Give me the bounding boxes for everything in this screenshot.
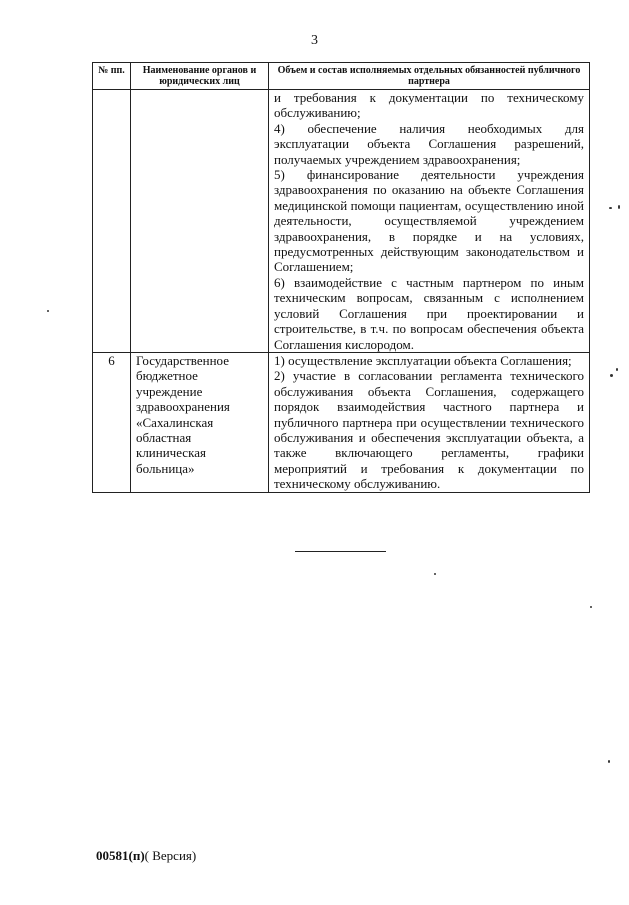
table-header-row [93, 63, 590, 90]
scan-speck [590, 606, 592, 608]
scan-speck [616, 368, 618, 371]
obligations-table [92, 62, 590, 493]
row-number [93, 90, 131, 353]
page-number: 3 [311, 33, 318, 48]
table-row [93, 90, 590, 353]
section-divider [295, 551, 386, 552]
scan-speck [618, 205, 620, 209]
row-duties [269, 90, 590, 353]
duty-paragraph: 4) обеспечение наличия необходимых для эксплуатации объекта Соглашения разрешений, получаемых учреждением здравоохранения; [274, 120, 584, 167]
header-organization: Наименование органов и юридических лиц [131, 63, 269, 90]
duty-paragraph: 2) участие в согласовании регламента технического обслуживания объекта Соглашения, содержащего порядок взаимодействия частного партнера и публичного партнера при осуществлении технического обслуживания и обеспечения эксплуатации объекта, а также включающего регламенты, графики мероприятий и требования к документации по техническому обслуживанию. [274, 368, 584, 492]
row-number: 6 [93, 352, 131, 492]
row-organization: Государственное бюджетное учреждение здравоохранения «Сахалинская областная клиническая больница» [131, 352, 269, 492]
table-row [93, 352, 590, 492]
scan-speck [47, 310, 49, 312]
row-organization [131, 90, 269, 353]
document-code-number: 00581(п) [96, 848, 145, 863]
scan-speck [609, 207, 612, 209]
duty-paragraph: и требования к документации по техническому обслуживанию; [274, 90, 584, 121]
header-duties: Объем и состав исполняемых отдельных обязанностей публичного партнера [269, 63, 590, 90]
document-code-version: ( Версия) [144, 848, 197, 863]
scan-speck [608, 760, 610, 763]
row-duties [269, 352, 590, 492]
scan-speck [610, 374, 613, 377]
duty-paragraph: 1) осуществление эксплуатации объекта Соглашения; [274, 352, 572, 368]
header-number: № пп. [93, 63, 131, 90]
document-code [96, 848, 196, 864]
scan-speck [434, 573, 436, 575]
duty-paragraph: 5) финансирование деятельности учреждения здравоохранения по оказанию на объекте Соглашения медицинской помощи пациентам, осуществлению иной деятельности, осуществляемой учреждением здравоохранения, в порядке и на условиях, предусмотренных действующим законодательством и Соглашением; [274, 167, 584, 275]
duty-paragraph: 6) взаимодействие с частным партнером по иным техническим вопросам, связанным с исполнением условий Соглашения при проектировании и строительстве, в т.ч. по вопросам обеспечения объекта Соглашения кислородом. [274, 274, 584, 352]
